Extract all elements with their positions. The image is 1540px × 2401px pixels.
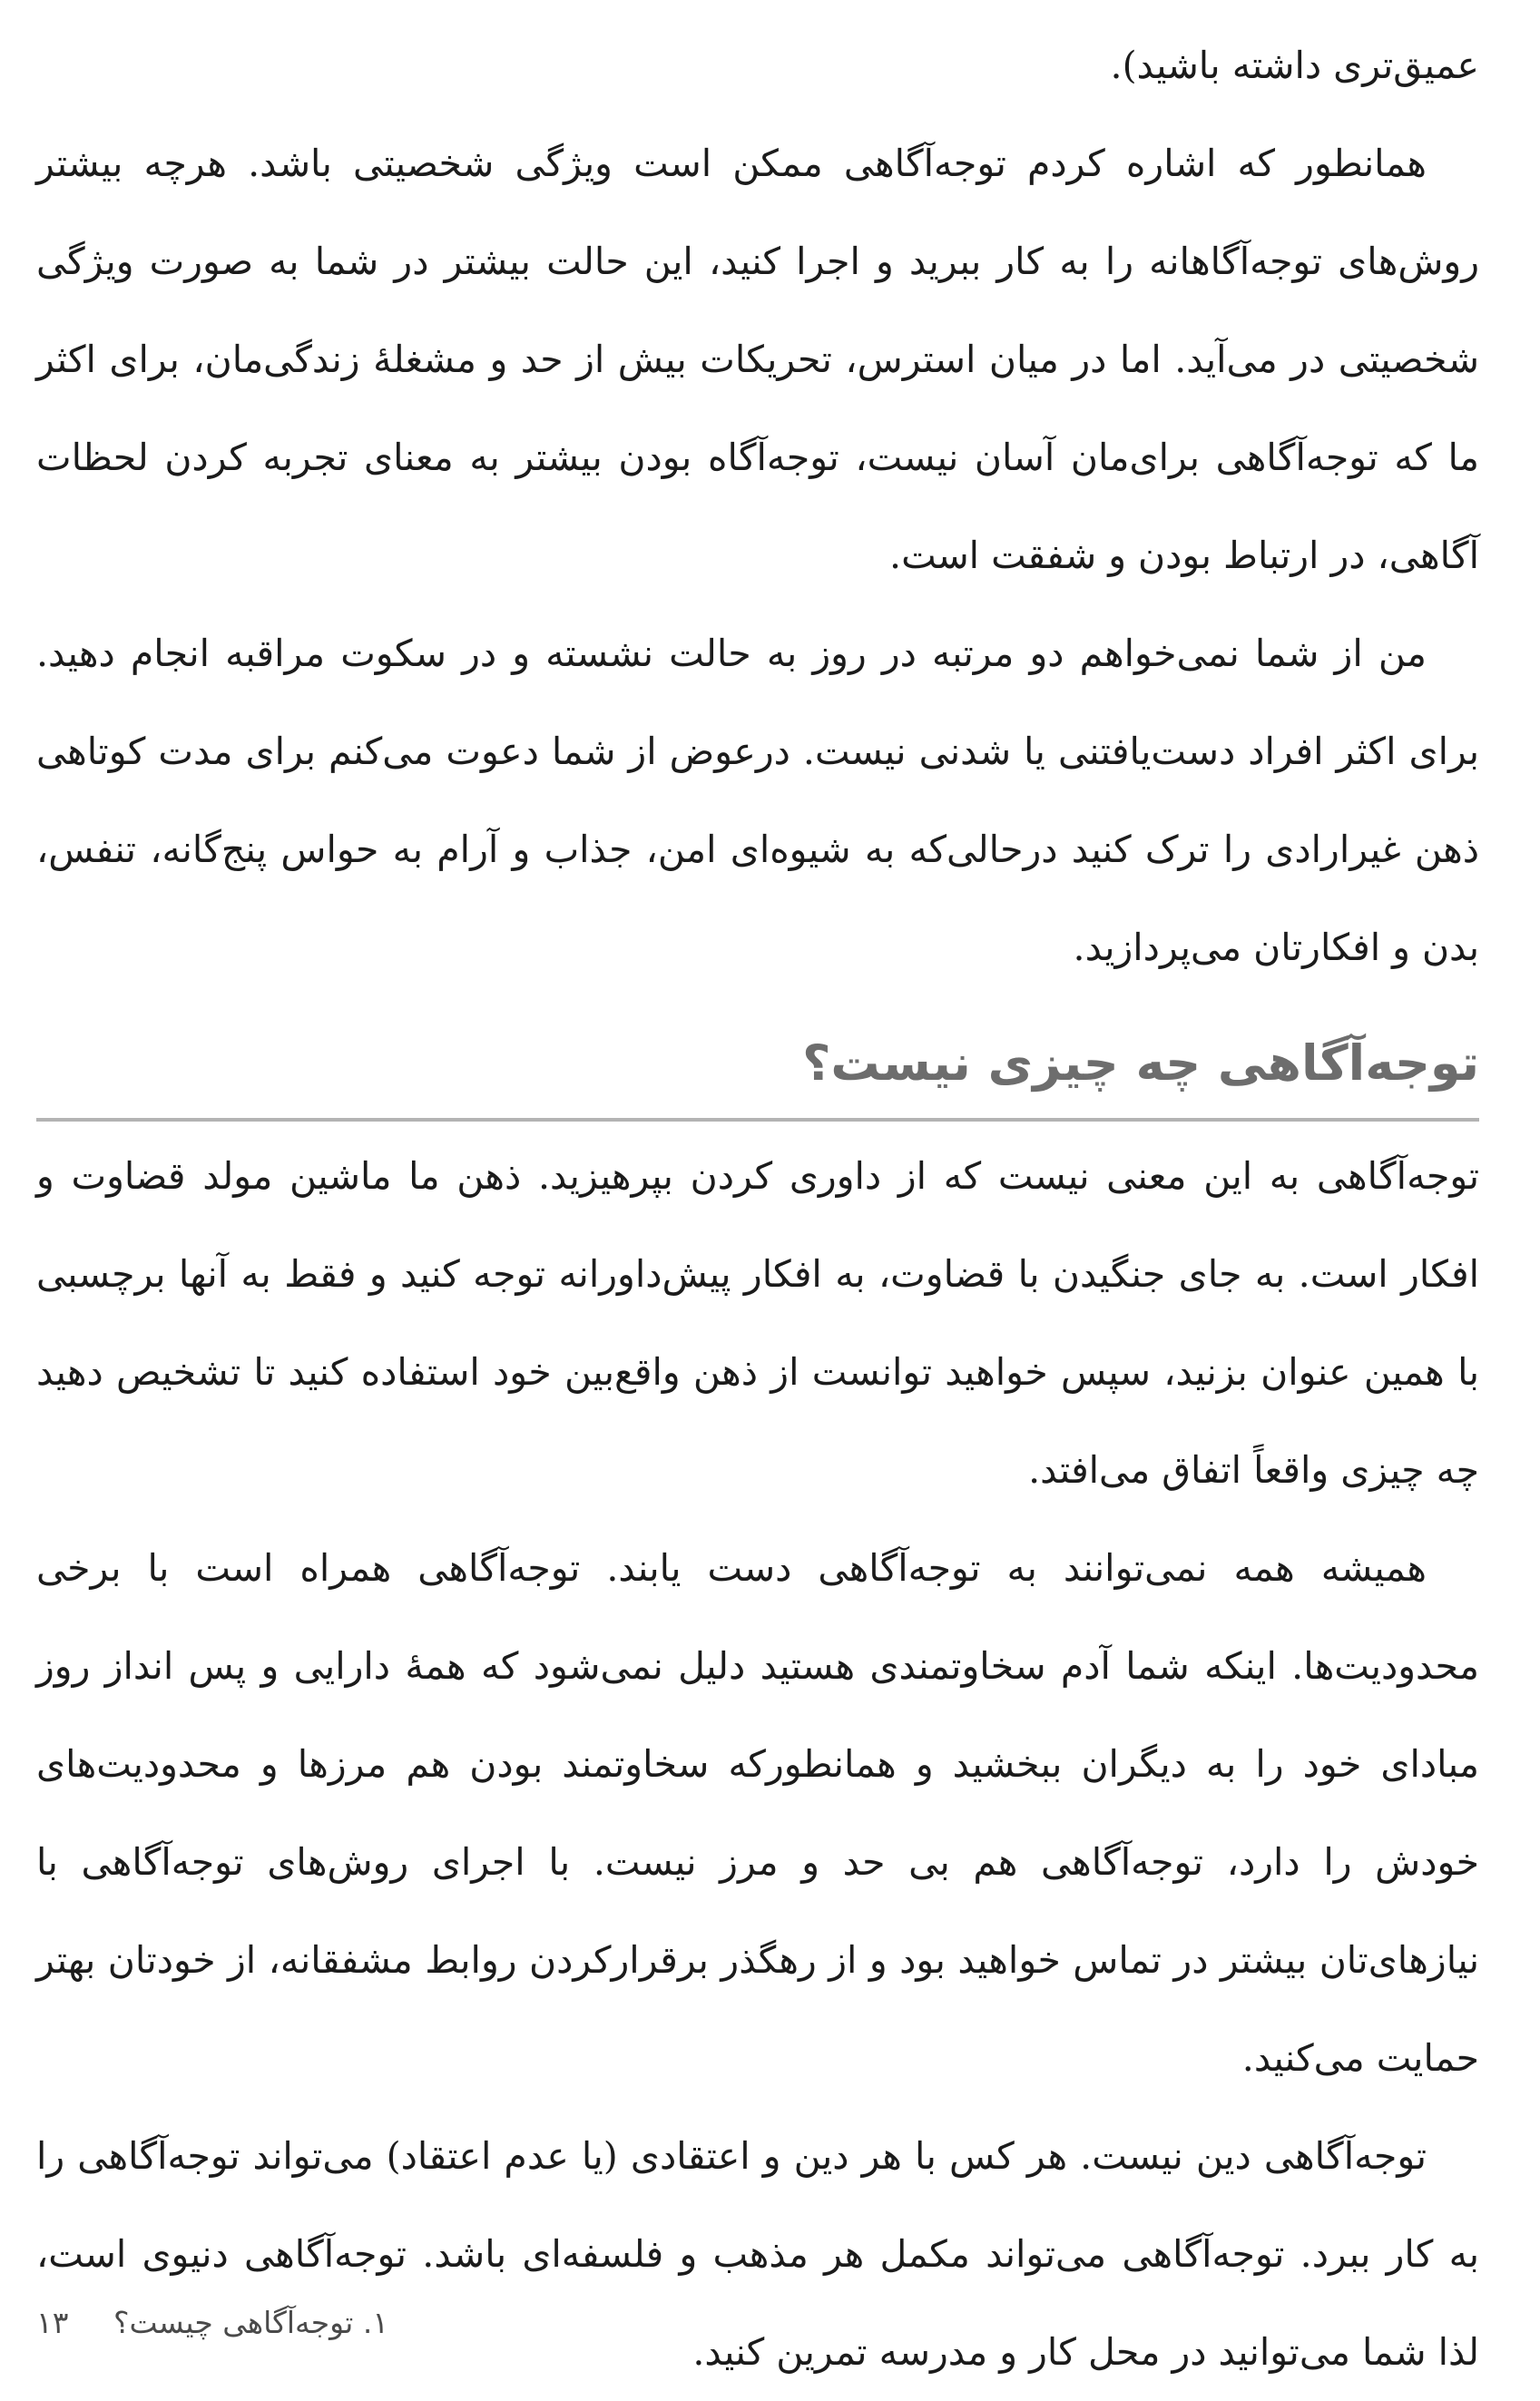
page-body bbox=[36, 16, 1479, 2401]
heading-divider bbox=[36, 1118, 1479, 1122]
section-heading: توجه‌آگاهی چه چیزی نیست؟ bbox=[802, 1034, 1479, 1092]
running-head: ۱. توجه‌آگاهی چیست؟ bbox=[113, 2305, 389, 2340]
page-number: ۱۳ bbox=[36, 2305, 69, 2340]
section-what-mindfulness-is-not bbox=[36, 1027, 1479, 2401]
paragraph: همیشه همه نمی‌توانند به توجه‌آگاهی دست یابند. توجه‌آگاهی همراه است با برخی محدودیت‌ها. اینکه شما آدم سخاوتمندی هستید دلیل نمی‌شود که همهٔ دارایی و پس انداز روز مبادای خود را به دیگران ببخشید و همانطورکه سخاوتمند بودن هم مرزها و محدودیت‌های خودش را دارد، توجه‌آگاهی هم بی حد و مرز نیست. با اجرای روش‌های توجه‌آگاهی با نیازهای‌تان بیشتر در تماس خواهید بود و از رهگذر برقرارکردن روابط مشفقانه، از خودتان بهتر حمایت می‌کنید. bbox=[36, 1546, 1479, 2080]
paragraph: من از شما نمی‌خواهم دو مرتبه در روز به حالت نشسته و در سکوت مراقبه انجام دهید. برای اکثر افراد دست‌یافتنی یا شدنی نیست. درعوض از شما دعوت می‌کنم برای مدت کوتاهی ذهن غیرارادی را ترک کنید درحالی‌که به شیوه‌ای امن، جذاب و آرام به حواس پنج‌گانه، تنفس، بدن و افکارتان می‌پردازید. bbox=[36, 632, 1479, 969]
paragraph: توجه‌آگاهی به این معنی نیست که از داوری کردن بپرهیزید. ذهن ما ماشین مولد قضاوت و افکار است. به جای جنگیدن با قضاوت، به افکار پیش‌داورانه توجه کنید و فقط به آنها برچسبی با همین عنوان بزنید، سپس خواهید توانست از ذهن واقع‌بین خود استفاده کنید تا تشخیص دهید چه چیزی واقعاً اتفاق می‌افتد. bbox=[36, 1154, 1479, 1492]
paragraph: همانطور که اشاره کردم توجه‌آگاهی ممکن است ویژگی شخصیتی باشد. هرچه بیشتر روش‌های توجه‌آگاهانه را به کار ببرید و اجرا کنید، این حالت بیشتر در شما به صورت ویژگی شخصیتی در می‌آید. اما در میان استرس، تحریکات بیش از حد و مشغلهٔ زندگی‌مان، برای اکثر ما که توجه‌آگاهی برای‌مان آسان نیست، توجه‌آگاه بودن بیشتر به معنای تجربه کردن لحظات آگاهی، در ارتباط بودن و شفقت است. bbox=[36, 142, 1479, 577]
paragraph: توجه‌آگاهی دین نیست. هر کس با هر دین و اعتقادی (یا عدم اعتقاد) می‌تواند توجه‌آگاهی را به کار ببرد. توجه‌آگاهی می‌تواند مکمل هر مذهب و فلسفه‌ای باشد. توجه‌آگاهی دنیوی است، لذا شما می‌توانید در محل کار و مدرسه تمرین کنید. bbox=[36, 2134, 1479, 2374]
page-footer bbox=[36, 2305, 1479, 2350]
paragraph-continuation: عمیق‌تری داشته باشید). bbox=[1110, 44, 1479, 87]
